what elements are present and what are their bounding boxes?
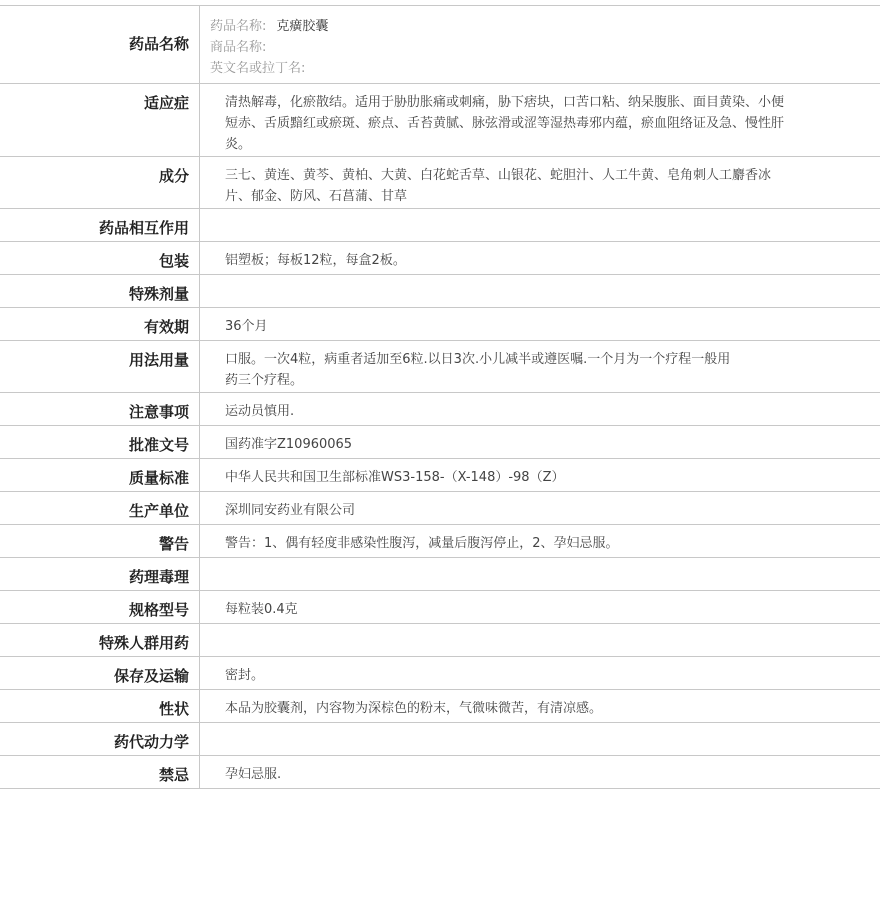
row-value: 国药准字Z10960065 xyxy=(225,437,353,452)
row-value: 孕妇忌服. xyxy=(225,767,282,782)
row-label: 有效期 xyxy=(0,308,200,340)
row-value: 密封。 xyxy=(225,668,265,683)
table-row xyxy=(0,275,880,308)
table-row xyxy=(0,242,880,275)
row-value xyxy=(200,275,880,307)
row-label: 药品相互作用 xyxy=(0,209,200,241)
row-value: 运动员慎用. xyxy=(225,404,295,419)
row-value: 深圳同安药业有限公司 xyxy=(225,503,356,518)
row-label: 包装 xyxy=(0,242,200,274)
row-value xyxy=(200,209,880,241)
drug-info-table xyxy=(0,5,880,789)
trade-name-label: 商品名称: xyxy=(210,40,267,55)
row-value xyxy=(200,558,880,590)
row-label: 保存及运输 xyxy=(0,657,200,689)
row-label: 用法用量 xyxy=(0,341,200,392)
table-row xyxy=(0,591,880,624)
english-name-line xyxy=(210,58,328,79)
row-label: 药代动力学 xyxy=(0,723,200,755)
table-row xyxy=(0,426,880,459)
generic-name-value: 克癀胶囊 xyxy=(276,19,329,34)
table-row xyxy=(0,756,880,789)
table-row xyxy=(0,6,880,84)
row-label: 特殊人群用药 xyxy=(0,624,200,656)
row-value: 中华人民共和国卫生部标准WS3-158-（X-148）-98（Z） xyxy=(225,470,565,485)
table-row xyxy=(0,341,880,393)
row-label: 成分 xyxy=(0,157,200,208)
row-value: 本品为胶囊剂，内容物为深棕色的粉末，气微味微苦，有清凉感。 xyxy=(225,701,603,716)
table-row xyxy=(0,209,880,242)
row-label: 警告 xyxy=(0,525,200,557)
table-row xyxy=(0,690,880,723)
row-label: 质量标准 xyxy=(0,459,200,491)
row-label: 禁忌 xyxy=(0,756,200,788)
row-label: 规格型号 xyxy=(0,591,200,623)
table-row xyxy=(0,723,880,756)
generic-name-label: 药品名称: xyxy=(210,19,267,34)
row-label: 适应症 xyxy=(0,84,200,156)
table-row xyxy=(0,558,880,591)
table-row xyxy=(0,657,880,690)
drug-names xyxy=(200,6,328,83)
row-label: 药品名称 xyxy=(0,6,200,83)
generic-name-line xyxy=(210,16,328,37)
table-row xyxy=(0,84,880,157)
row-value: 清热解毒，化瘀散结。适用于胁肋胀痛或刺痛，胁下痞块，口苦口粘、纳呆腹胀、面目黄染、小便短赤、舌质黯红或瘀斑、瘀点、舌苔黄腻、脉弦滑或涩等湿热毒邪内蕴，瘀血阻络证及急、慢性肝炎。 xyxy=(225,95,785,152)
row-value: 36个月 xyxy=(225,319,268,334)
row-value xyxy=(200,624,880,656)
table-row xyxy=(0,157,880,209)
row-value: 警告：1、偶有轻度非感染性腹泻，减量后腹泻停止，2、孕妇忌服。 xyxy=(225,536,619,551)
row-label: 药理毒理 xyxy=(0,558,200,590)
row-value: 口服。一次4粒，病重者适加至6粒.以日3次.小儿减半或遵医嘱.一个月为一个疗程一般用药三个疗程。 xyxy=(225,352,731,388)
trade-name-line xyxy=(210,37,328,58)
row-value: 每粒装0.4克 xyxy=(225,602,298,617)
table-row xyxy=(0,492,880,525)
table-row xyxy=(0,308,880,341)
row-value: 铝塑板；每板12粒，每盒2板。 xyxy=(225,253,406,268)
row-label: 特殊剂量 xyxy=(0,275,200,307)
row-label: 生产单位 xyxy=(0,492,200,524)
row-value: 三七、黄连、黄芩、黄柏、大黄、白花蛇舌草、山银花、蛇胆汁、人工牛黄、皂角刺人工麝香冰片、郁金、防风、石菖蒲、甘草 xyxy=(225,168,772,204)
row-label: 性状 xyxy=(0,690,200,722)
row-value xyxy=(200,723,880,755)
table-row xyxy=(0,624,880,657)
table-row xyxy=(0,459,880,492)
table-row xyxy=(0,393,880,426)
table-row xyxy=(0,525,880,558)
row-label: 注意事项 xyxy=(0,393,200,425)
row-label: 批准文号 xyxy=(0,426,200,458)
english-name-label: 英文名或拉丁名: xyxy=(210,61,306,76)
